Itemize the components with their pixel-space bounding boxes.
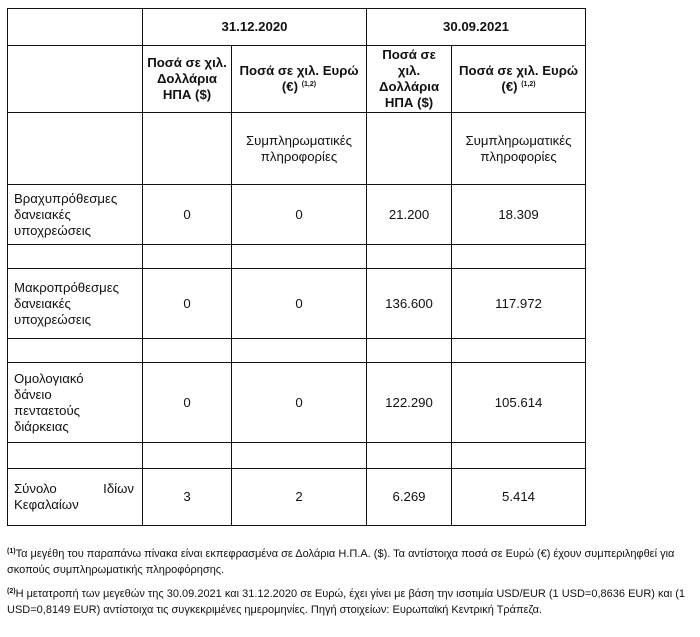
cell-eur-2021: 18.309: [452, 185, 586, 245]
financial-table: [7, 8, 586, 526]
supplementary-note-2020: Συμπληρωματικές πληροφορίες: [232, 113, 367, 185]
date-header-row: [8, 9, 586, 46]
footnotes: [7, 546, 693, 626]
table-row: [8, 269, 586, 339]
row-label: Βραχυπρόθεσμες δανειακές υποχρεώσεις: [8, 185, 143, 245]
column-header-row: [8, 46, 586, 113]
table-row: [8, 469, 586, 526]
empty-cell: [8, 46, 143, 113]
table-row: [8, 185, 586, 245]
empty-cell: [8, 9, 143, 46]
cell-eur-2020: 0: [232, 269, 367, 339]
table-row: [8, 363, 586, 443]
footnote-1: $^{(1)}$Τα μεγέθη του παραπάνω πίνακα είναι εκπεφρασμένα σε Δολάρια Η.Π.Α. ($). Τα αντίστοιχα ποσά σε Ευρώ (€) έχουν συμπεριληφθεί για σκοπούς συμπληρωματικής πληροφόρησης.: [7, 548, 675, 576]
row-label: Σύνολο Ιδίων Κεφαλαίων: [8, 469, 143, 526]
row-label: Μακροπρόθεσμες δανειακές υποχρεώσεις: [8, 269, 143, 339]
col-eur-2020: Ποσά σε χιλ. Ευρώ (€) $^{(1,2)}$: [232, 46, 367, 113]
row-label: Ομολογιακό δάνειο πενταετούς διάρκειας: [8, 363, 143, 443]
cell-usd-2020: 0: [143, 269, 232, 339]
cell-usd-2021: 21.200: [367, 185, 452, 245]
supplementary-note-2021: Συμπληρωματικές πληροφορίες: [452, 113, 586, 185]
cell-eur-2021: 117.972: [452, 269, 586, 339]
cell-usd-2021: 6.269: [367, 469, 452, 526]
footnote-2: $^{(2)}$Η μετατροπή των μεγεθών της 30.09.2021 και 31.12.2020 σε Ευρώ, έχει γίνει με βάση την ισοτιμία USD/EUR (1 USD=0,8636 EUR) και (1 USD=0,8149 EUR) αντίστοιχα τις συγκεκριμένες ημερομηνίες. Πηγή στοιχείων: Ευρωπαϊκή Κεντρική Τράπεζα.: [7, 588, 686, 616]
col-eur-2021: Ποσά σε χιλ. Ευρώ (€) $^{(1,2)}$: [452, 46, 586, 113]
cell-usd-2020: 0: [143, 185, 232, 245]
col-usd-2021: Ποσά σε χιλ. Δολλάρια ΗΠΑ ($): [367, 46, 452, 113]
supplementary-row: [8, 113, 586, 185]
cell-usd-2020: 0: [143, 363, 232, 443]
date-header-2021: 30.09.2021: [367, 9, 586, 46]
col-usd-2020: Ποσά σε χιλ. Δολλάρια ΗΠΑ ($): [143, 46, 232, 113]
cell-eur-2021: 5.414: [452, 469, 586, 526]
cell-eur-2020: 0: [232, 185, 367, 245]
cell-usd-2020: 3: [143, 469, 232, 526]
cell-eur-2020: 0: [232, 363, 367, 443]
spacer-row: [8, 443, 586, 469]
cell-usd-2021: 136.600: [367, 269, 452, 339]
spacer-row: [8, 245, 586, 269]
cell-eur-2020: 2: [232, 469, 367, 526]
spacer-row: [8, 339, 586, 363]
date-header-2020: 31.12.2020: [143, 9, 367, 46]
cell-usd-2021: 122.290: [367, 363, 452, 443]
cell-eur-2021: 105.614: [452, 363, 586, 443]
